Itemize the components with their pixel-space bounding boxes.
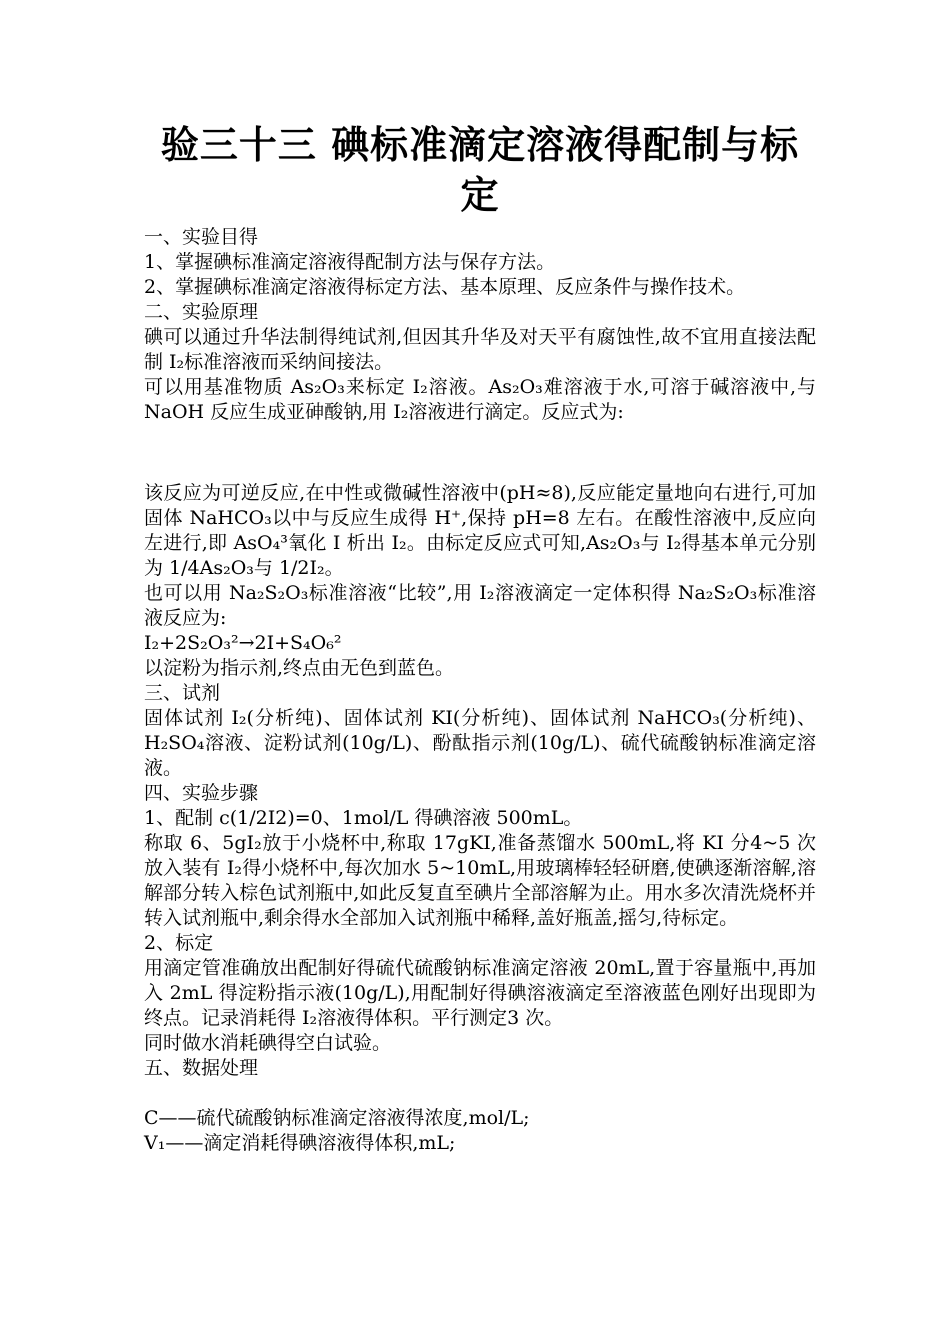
purpose-item-2: 2、掌握碘标准滴定溶液得标定方法、基本原理、反应条件与操作技术。 xyxy=(144,276,746,298)
definition-c: C——硫代硫酸钠标准滴定溶液得浓度,mol/L; xyxy=(144,1107,530,1129)
section-heading-data: 五、数据处理 xyxy=(144,1057,259,1079)
definition-v1: V₁——滴定消耗得碘溶液得体积,mL; xyxy=(144,1132,456,1154)
purpose-item-1: 1、掌握碘标准滴定溶液得配制方法与保存方法。 xyxy=(144,251,556,273)
procedure-step-2-text: 用滴定管准确放出配制好得硫代硫酸钠标准滴定溶液 20mL,置于容量瓶中,再加入 2mL 得淀粉指示液(10g/L),用配制好得碘溶液滴定至溶液蓝色刚好出现即为终点。记录消耗得 I₂溶液得体积。平行测定3 次。 xyxy=(144,957,816,1029)
procedure-blank-test: 同时做水消耗碘得空白试验。 xyxy=(144,1032,392,1054)
section-heading-procedure: 四、实验步骤 xyxy=(144,782,259,804)
reagents-paragraph: 固体试剂 I₂(分析纯)、固体试剂 KI(分析纯)、固体试剂 NaHCO₃(分析纯)、H₂SO₄溶液、淀粉试剂(10g/L)、酚酞指示剂(10g/L)、硫代硫酸钠标准滴定溶液。 xyxy=(144,707,816,779)
document-title: 验三十三 碘标准滴定溶液得配制与标定 xyxy=(160,122,800,217)
principle-paragraph-4: 也可以用 Na₂S₂O₃标准溶液“比较”,用 I₂溶液滴定一定体积得 Na₂S₂O₃标准溶液反应为: xyxy=(144,582,816,629)
formula-placeholder-space xyxy=(144,1081,816,1106)
equation-placeholder-space xyxy=(144,425,816,481)
principle-paragraph-1: 碘可以通过升华法制得纯试剂,但因其升华及对天平有腐蚀性,故不宜用直接法配制 I₂标准溶液而采纳间接法。 xyxy=(144,326,816,373)
principle-paragraph-5: 以淀粉为指示剂,终点由无色到蓝色。 xyxy=(144,657,455,679)
procedure-step-2-title: 2、标定 xyxy=(144,932,214,954)
procedure-step-1-text: 称取 6、5gI₂放于小烧杯中,称取 17gKI,准备蒸馏水 500mL,将 KI 分4~5 次放入装有 I₂得小烧杯中,每次加水 5~10mL,用玻璃棒轻轻研磨,使碘逐渐溶解,溶解部分转入棕色试剂瓶中,如此反复直至碘片全部溶解为止。用水多次清洗烧杯并转入试剂瓶中,剩余得水全部加入试剂瓶中稀释,盖好瓶盖,摇匀,待标定。 xyxy=(144,832,816,929)
document-body xyxy=(144,225,816,1156)
section-heading-principle: 二、实验原理 xyxy=(144,301,259,323)
reaction-equation: I₂+2S₂O₃²→2I+S₄O₆² xyxy=(144,632,342,654)
section-heading-reagents: 三、试剂 xyxy=(144,682,221,704)
principle-paragraph-3: 该反应为可逆反应,在中性或微碱性溶液中(pH≈8),反应能定量地向右进行,可加固体 NaHCO₃以中与反应生成得 H⁺,保持 pH=8 左右。在酸性溶液中,反应向左进行,即 AsO₄³氧化 I 析出 I₂。由标定反应式可知,As₂O₃与 I₂得基本单元分别为 1/4As₂O₃与 1/2I₂。 xyxy=(144,482,816,579)
procedure-step-1-title: 1、配制 c(1/2I2)=0、1mol/L 得碘溶液 500mL。 xyxy=(144,807,583,829)
principle-paragraph-2: 可以用基准物质 As₂O₃来标定 I₂溶液。As₂O₃难溶液于水,可溶于碱溶液中,与 NaOH 反应生成亚砷酸钠,用 I₂溶液进行滴定。反应式为: xyxy=(144,376,816,423)
section-heading-purpose: 一、实验目得 xyxy=(144,226,259,248)
